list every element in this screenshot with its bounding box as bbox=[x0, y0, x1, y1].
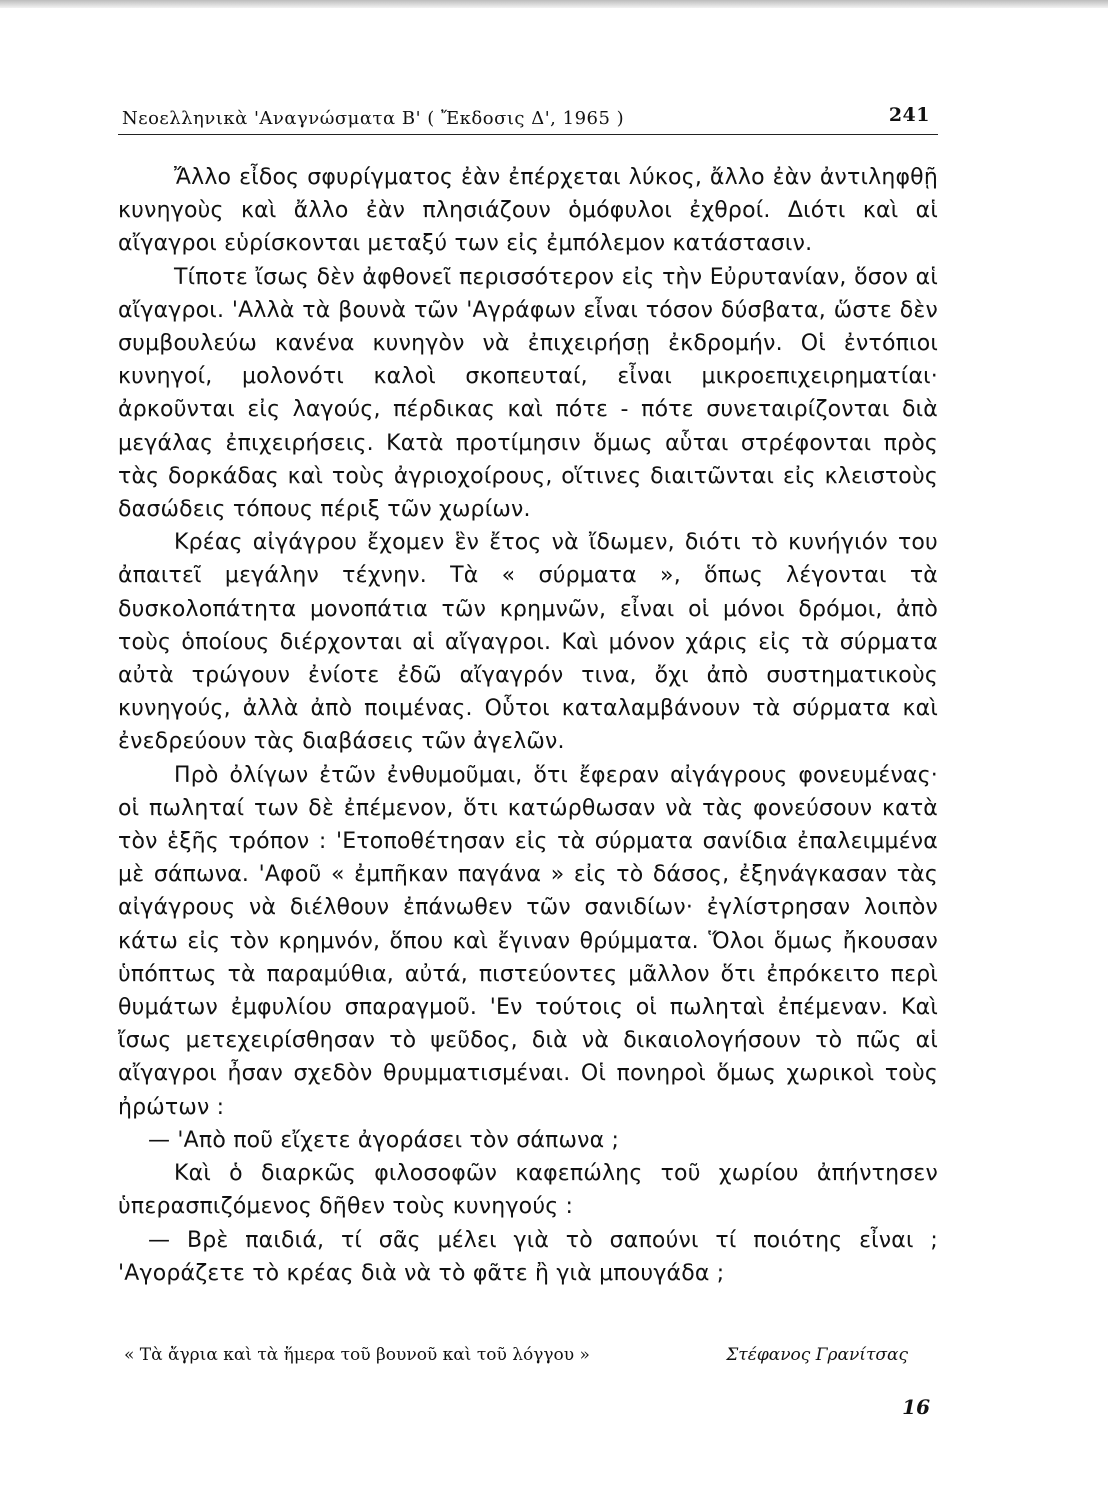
citation-author: Στέφανος Γρανίτσας bbox=[726, 1345, 908, 1365]
paragraph-3: Κρέας αἰγάγρου ἔχομεν ἓν ἔτος νὰ ἴδωμεν, διότι τὸ κυνήγιόν του ἀπαιτεῖ μεγάλην τέχνην. Τὰ « σύρματα », ὅπως λέγονται τὰ δυσκολοπάτητα μονοπάτια τῶν κρημνῶν, εἶναι οἱ μόνοι δρόμοι, ἀπὸ τοὺς ὁποίους διέρχονται αἱ αἴγαγροι. Καὶ μόνον χάρις εἰς τὰ σύρματα αὐτὰ τρώγουν ἐνίοτε ἐδῶ αἴγαγρόν τινα, ὄχι ἀπὸ συστηματικοὺς κυνηγούς, ἀλλὰ ἀπὸ ποιμένας. Οὗτοι καταλαμβάνουν τὰ σύρματα καὶ ἐνεδρεύουν τὰς διαβάσεις τῶν ἀγελῶν. bbox=[118, 530, 938, 755]
paragraph-2: Τίποτε ἴσως δὲν ἀφθονεῖ περισσότερον εἰς τὴν Εὐρυτανίαν, ὅσον αἱ αἴγαγροι. 'Αλλὰ τὰ βουνὰ τῶν 'Αγράφων εἶναι τόσον δύσβατα, ὥστε δὲν συμβουλεύω κανένα κυνηγὸν νὰ ἐπιχειρήσῃ ἐκδρομήν. Οἱ ἐντόπιοι κυνηγοί, μολονότι καλοὶ σκοπευταί, εἶναι μικροεπιχειρηματίαι· ἀρκοῦνται εἰς λαγούς, πέρδικας καὶ πότε - πότε συνεταιρίζονται διὰ μεγάλας ἐπιχειρήσεις. Κατὰ προτίμησιν ὅμως αὗται στρέφονται πρὸς τὰς δορκάδας καὶ τοὺς ἀγριοχοίρους, οἵτινες διαιτῶνται εἰς κλειστοὺς δασώδεις τόπους πέριξ τῶν χωρίων. bbox=[118, 264, 938, 523]
page-number: 241 bbox=[888, 104, 930, 126]
reply-paragraph: Καὶ ὁ διαρκῶς φιλοσοφῶν καφεπώλης τοῦ χωρίου ἀπήντησεν ὑπερασπιζόμενος δῆθεν τοὺς κυνηγούς : bbox=[118, 1161, 938, 1220]
body-text bbox=[118, 161, 938, 1290]
signature-mark: 16 bbox=[902, 1395, 930, 1419]
dialogue-line-2: — Βρὲ παιδιά, τί σᾶς μέλει γιὰ τὸ σαπούνι τί ποιότης εἶναι ; 'Αγοράζετε τὸ κρέας διὰ νὰ τὸ φᾶτε ἢ γιὰ μπουγάδα ; bbox=[118, 1227, 938, 1286]
book-page bbox=[118, 0, 938, 1500]
citation-source: « Τὰ ἄγρια καὶ τὰ ἥμερα τοῦ βουνοῦ καὶ τοῦ λόγγου » bbox=[124, 1345, 590, 1365]
running-header bbox=[118, 102, 938, 135]
paragraph-1: Ἄλλο εἶδος σφυρίγματος ἐὰν ἐπέρχεται λύκος, ἄλλο ἐὰν ἀντιληφθῇ κυνηγοὺς καὶ ἄλλο ἐὰν πλησιάζουν ὁμόφυλοι ἐχθροί. Διότι καὶ αἱ αἴγαγροι εὑρίσκονται μεταξύ των εἰς ἐμπόλεμον κατάστασιν. bbox=[118, 165, 938, 257]
paragraph-4: Πρὸ ὀλίγων ἐτῶν ἐνθυμοῦμαι, ὅτι ἔφεραν αἰγάγρους φονευμένας· οἱ πωληταί των δὲ ἐπέμενον, ὅτι κατώρθωσαν νὰ τὰς φονεύσουν κατὰ τὸν ἑξῆς τρόπον : 'Ετοποθέτησαν εἰς τὰ σύρματα σανίδια ἐπαλειμμένα μὲ σάπωνα. 'Αφοῦ « ἐμπῆκαν παγάνα » εἰς τὸ δάσος, ἐξηνάγκασαν τὰς αἰγάγρους νὰ διέλθουν ἐπάνωθεν τῶν σανιδίων· ἐγλίστρησαν λοιπὸν κάτω εἰς τὸν κρημνόν, ὅπου καὶ ἔγιναν θρύμματα. Ὅλοι ὅμως ἤκουσαν ὑπόπτως τὰ παραμύθια, αὐτά, πιστεύοντες μᾶλλον ὅτι ἐπρόκειτο περὶ θυμάτων ἐμφυλίου σπαραγμοῦ. 'Εν τούτοις οἱ πωληταὶ ἐπέμεναν. Καὶ ἴσως μετεχειρίσθησαν τὸ ψεῦδος, διὰ νὰ δικαιολογήσουν τὸ πῶς αἱ αἴγαγροι ἦσαν σχεδὸν θρυμματισμέναι. Οἱ πονηροὶ ὅμως χωρικοὶ τοὺς ἠρώτων : bbox=[118, 762, 938, 1120]
dialogue-line-1: — 'Απὸ ποῦ εἴχετε ἀγοράσει τὸν σάπωνα ; bbox=[148, 1127, 620, 1153]
running-header-title: Νεοελληνικὰ 'Αναγνώσματα Β' ( Ἔκδοσις Δ', 1965 ) bbox=[122, 108, 625, 129]
